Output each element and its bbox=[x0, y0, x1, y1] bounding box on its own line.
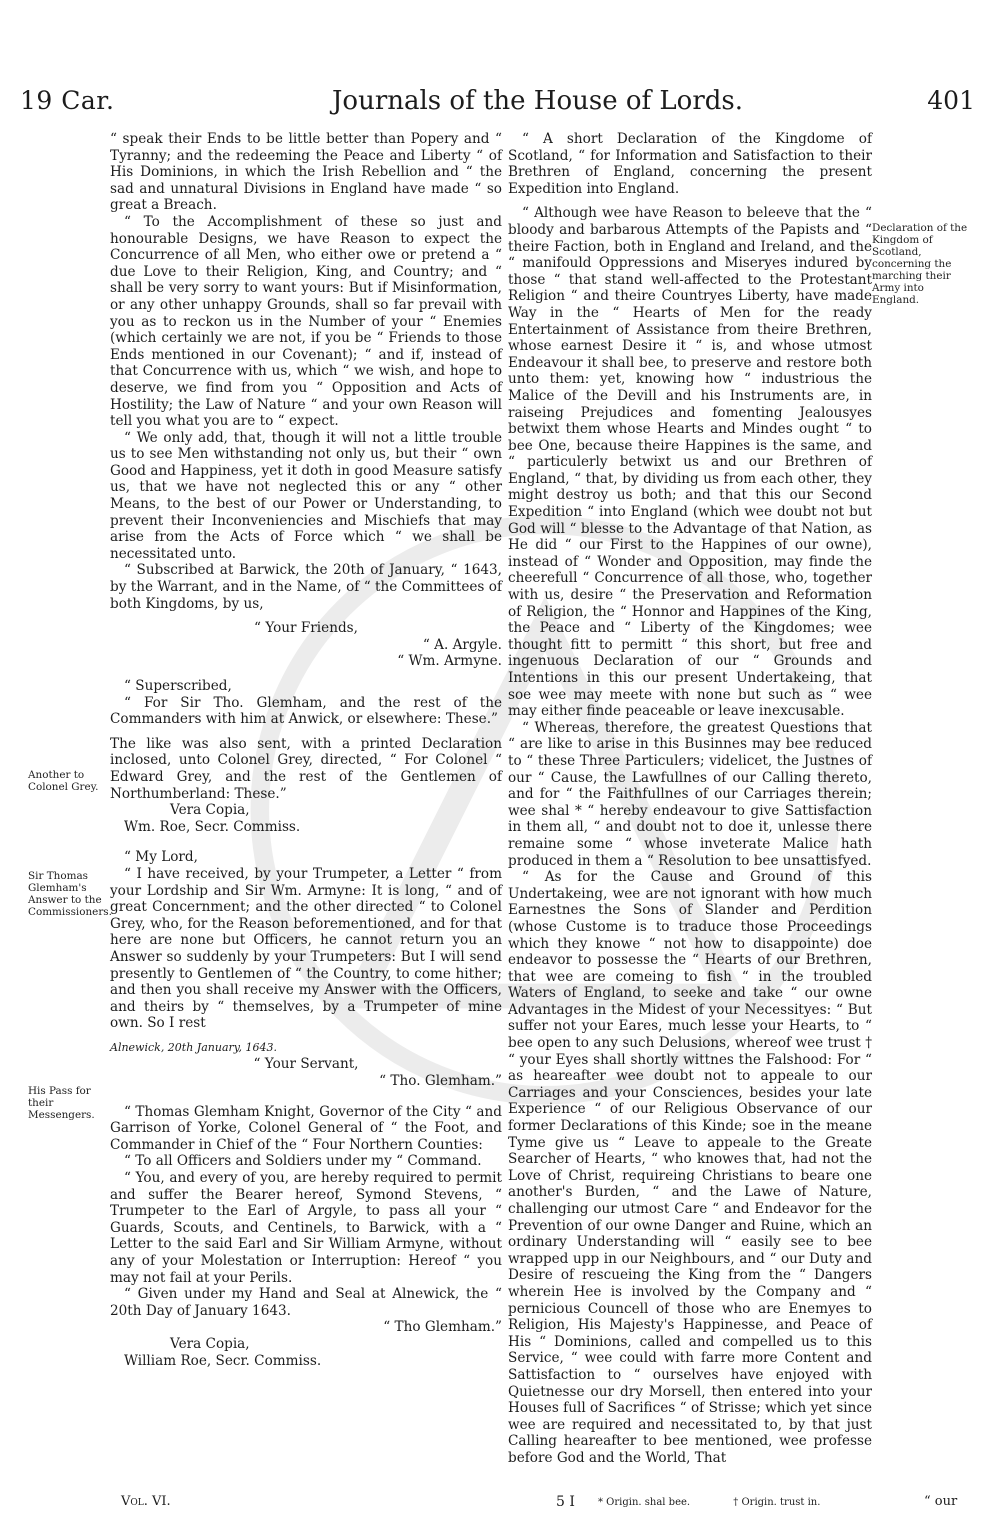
salutation: “ My Lord, bbox=[124, 849, 198, 866]
paragraph: “ Given under my Hand and Seal at Alnewick, the “ 20th Day of January 1643. bbox=[110, 1286, 502, 1319]
signature-mark: 5 I bbox=[556, 1494, 575, 1510]
attestation-signature: Wm. Roe, Secr. Commiss. bbox=[124, 818, 301, 835]
attestation-signature: William Roe, Secr. Commiss. bbox=[124, 1352, 322, 1369]
signature: “ Tho Glemham.” bbox=[383, 1319, 502, 1336]
paragraph: “ speak their Ends to be little better than Popery and “ Tyranny; and the redeeming the Peace and Liberty “ of His Dominions, in which the Irish Rebellion and “ the sad and unnatural Divisions in England have made “ so great a Breach. bbox=[110, 131, 502, 214]
paragraph: “ Although wee have Reason to beleeve that the “ bloody and barbarous Attempts of the Papists and “ theire Faction, both in England and Ireland, and the “ manifould Oppressions and Miseryes indured by those “ that stand well-affected to the Protestant Religion “ and theire Countryes Liberty, have made Way in the “ Hearts of Men for the ready Entertainment of Assistance from theire Brethren, whose earnest Desire it “ is, and whose utmost Endeavour it shall bee, to preserve and restore both unto them: yet, knowing how “ industrious the Malice of the Devill and his Instruments are, in raiseing Prejudices and fomenting Jealousyes betwixt them whose Hearts and Mindes ought “ to bee One, because theire Happines is the same, and “ particulerly betwixt us and our Brethren of England, “ that, by dividing us from each other, they might destroy us both; and that this our Second Expedition “ into England (which wee doubt not but God will “ blesse to the Advantage of that Nation, as He did “ our First to the Happines of our owne), instead of “ Wonder and Opposition, may finde the cheerefull “ Concurrence of all those, who, together with us, desire “ the Preservation and Reformation of Religion, the “ Honnor and Happines of the King, the Peace and “ Liberty of the Kingdomes; wee thought fitt to permitt “ this short, but free and ingenuous Declaration of our “ Grounds and Intentions in this our present Undertakeing, that soe wee may meete with none but such as “ wee may either finde peaceable or leave inexcusable. bbox=[508, 205, 872, 720]
closing: “ Your Servant, bbox=[253, 1056, 359, 1073]
signature: “ A. Argyle. bbox=[422, 636, 502, 653]
paragraph: “ To the Accomplishment of these so just and honourable Designs, we have Reason to expect the Concurrence of all Men, who either owe or pretend a “ due Love to their Religion, King, and Country; and “ shall be very sorry to want yours: But if Misinformation, or any other unhappy Grounds, shall so far prevail with you as to reckon us in the Number of your “ Enemies (which certainly we are not, if you be “ Friends to those Ends mentioned in our Covenant); “ and if, instead of that Concurrence with us, which “ we wish, and hope to deserve, we find from you “ Opposition and Acts of Hostility; the Law of Nature “ and your own Reason will tell you what you are to “ expect. bbox=[110, 213, 502, 430]
signature: “ Tho. Glemham.” bbox=[379, 1073, 502, 1090]
footnote: * Origin. shal bee. bbox=[598, 1497, 691, 1508]
attestation: Vera Copia, bbox=[170, 1335, 250, 1352]
dateline: Alnewick, 20th January, 1643. bbox=[110, 1040, 277, 1054]
paragraph: “ Whereas, therefore, the greatest Questions that “ are like to arise in this Businnes may bee reduced to “ these Three Particulers; videlicet, the Justnes of our “ Cause, the Lawfullnes of our Calling thereto, and for “ the Faithfullnes of our Carriages therein; wee shal * “ hereby endeavour to give Sattisfaction in them all, “ and doubt not to doe it, unlesse there remaine some “ whose inveterate Malice hath produced in them a “ Resolution to bee unsattisfyed. bbox=[508, 719, 872, 869]
right-column bbox=[508, 131, 872, 1467]
margin-note: Declaration of the Kingdom of Scotland, concerning the marching their Army into England. bbox=[872, 222, 968, 306]
paragraph: “ You, and every of you, are hereby required to permit and suffer the Bearer hereof, Symond Stevens, “ Trumpeter to the Earl of Argyle, to pass all your “ Guards, Scouts, and Centinels, to Barwick, with a “ Letter to the said Earl and Sir William Armyne, without any of your Molestation or Interruption: Hereof “ you may not fail at your Perils. bbox=[110, 1170, 502, 1286]
closing: “ Your Friends, bbox=[254, 620, 358, 637]
attestation: Vera Copia, bbox=[170, 802, 250, 819]
paragraph: “ As for the Cause and Ground of this Undertakeing, wee are not ignorant with how much Earnestnes the Sons of Slander and Perdition (whose Custome is to traduce those Proceedings which they knowe “ not how to disappointe) doe endeavor to possesse the “ Hearts of our Brethren, that wee are comeing to fish “ in the troubled Waters of England, to seeke and take “ our owne Advantages in the Midest of your Necessityes: “ But suffer not your Eares, much lesse your Hearts, to “ bee open to any such Delusions, whereof wee trust † “ your Eyes shall shortly wittnes the Falshood: For “ as heareafter wee doubt not to appeale to our Carriages and your Consciences, besides your late Experience “ of our Religious Observance of our former Declarations of this Kinde; soe in the meane Tyme give us “ Leave to appeale to the Greate Searcher of Hearts, “ who knowes that, had not the Love of Christ, requireing Christians to beare one another's Burden, “ and the Lawe of Nature, challenging our utmost Care “ and Endeavor for the Prevention of our owne Danger and Ruine, which an ordinary Understanding will “ easily see to bee wrapped upp in our Neighbours, and “ our Duty and Desire of rescueing the King from the “ Dangers wherein Hee is involved by the Company and “ pernicious Councell of those who are Enemyes to Religion, His Majesty's Happinesse, and Peace of His “ Dominions, called and compelled us to this Service, “ wee could with farre more Content and Sattisfaction to “ ourselves have enjoyed with Quietnesse our dry Morsell, then entered into your Houses full of Sacrifices “ of Strisse; which yet since wee are required and necessitated to, by that just Calling heareafter to bee mentioned, wee professe before God and the World, That bbox=[508, 869, 872, 1466]
page-number: 401 bbox=[927, 86, 975, 115]
declaration-title: “ A short Declaration of the Kingdome of Scotland, “ for Information and Satisfaction to their Brethren of England, concerning the present Expedition into England. bbox=[508, 131, 872, 197]
subscription: “ Subscribed at Barwick, the 20th of January, “ 1643, by the Warrant, and in the Name, of “ the Committees of both Kingdoms, by us, bbox=[110, 562, 502, 612]
catchword: “ our bbox=[924, 1494, 958, 1509]
paragraph: The like was also sent, with a printed Declaration inclosed, unto Colonel Grey, directed, “ For Colonel “ Edward Grey, and the rest of the Gentlemen of Northumberland: These.” bbox=[110, 735, 502, 802]
regnal-year: 19 Car. bbox=[20, 86, 115, 115]
footnotes bbox=[598, 1497, 860, 1508]
volume-number: Vol. VI. bbox=[121, 1494, 171, 1509]
paragraph: “ We only add, that, though it will not a little trouble us to see Men withstanding not only us, but their “ own Good and Happiness, yet it doth in good Measure satisfy us, that we have not neglected this or any “ other Means, to the best of our Power or Understanding, to prevent their Inconveniencies and Mischiefs that may arise from the Acts of Force which “ we shall be necessitated unto. bbox=[110, 429, 502, 562]
margin-note: Another to Colonel Grey. bbox=[28, 769, 99, 793]
margin-note: Sir Thomas Glemham's Answer to the Commissioners. bbox=[28, 870, 112, 918]
pass-heading: “ Thomas Glemham Knight, Governor of the City “ and Garrison of Yorke, Colonel General of “ the Foot, and Commander in Chief of the “ Four Northern Counties: bbox=[110, 1103, 502, 1153]
pass-address: “ To all Officers and Soldiers under my “ Command. bbox=[124, 1153, 482, 1170]
journal-title: Journals of the House of Lords. bbox=[332, 86, 744, 116]
left-column bbox=[110, 131, 502, 1369]
paragraph: “ For Sir Tho. Glemham, and the rest of the Commanders with him at Anwick, or elsewhere: These.” bbox=[110, 694, 502, 728]
letter-body: “ I have received, by your Trumpeter, a Letter “ from your Lordship and Sir Wm. Armyne: It is long, “ and of great Concernment; and the other directed “ to Colonel Grey, who, for the Reason beforementioned, and for that here are none but Officers, he cannot return you an Answer so suddenly by your Trumpeters: But I will send presently to Gentlemen of “ the Country, to come hither; and then you shall receive my Answer with the Officers, and theirs by “ themselves, by a Trumpeter of mine own. So I rest bbox=[110, 865, 502, 1032]
running-head bbox=[20, 86, 975, 126]
footnote: † Origin. trust in. bbox=[733, 1497, 821, 1508]
signature: “ Wm. Armyne. bbox=[397, 653, 502, 670]
margin-note: His Pass for their Messengers. bbox=[28, 1085, 95, 1121]
superscription: “ Superscribed, bbox=[124, 678, 232, 694]
